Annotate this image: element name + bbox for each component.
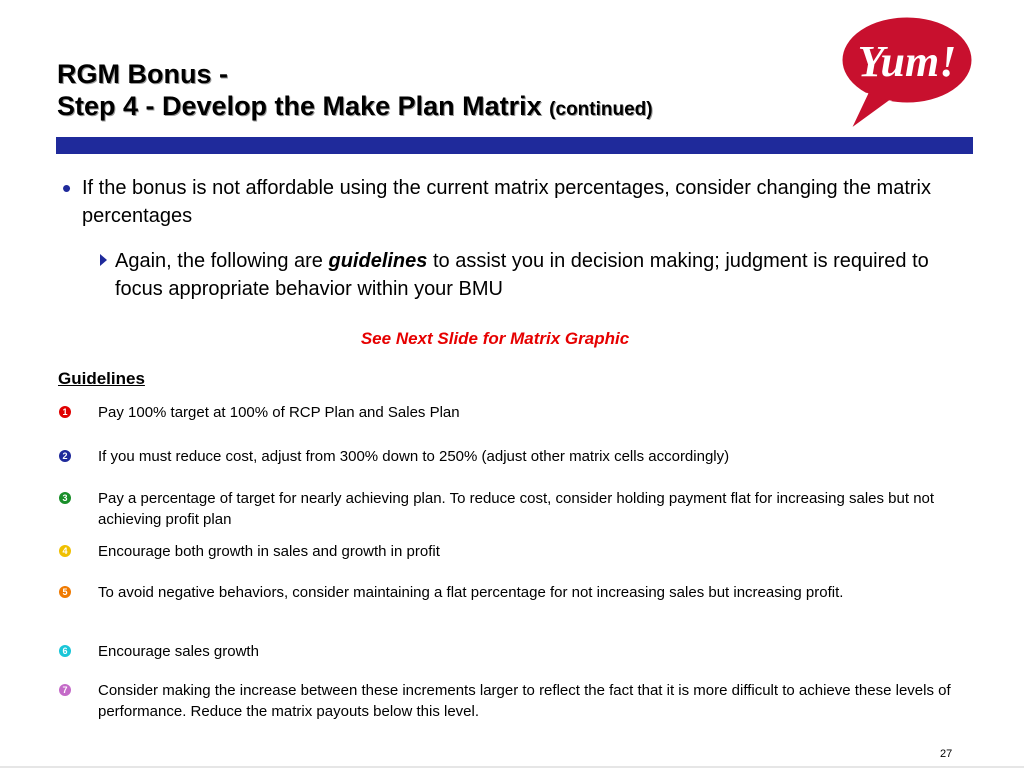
guideline-text: Pay a percentage of target for nearly achieving plan. To reduce cost, consider holding payment flat for increasing sales but not achieving profit plan bbox=[98, 490, 935, 528]
guideline-text: To avoid negative behaviors, consider maintaining a flat percentage for not increasing sales but increasing profit. bbox=[98, 584, 844, 601]
sub-bullet-text bbox=[100, 247, 960, 303]
number-7-icon: 7 bbox=[59, 684, 71, 696]
guideline-text: Consider making the increase between these increments larger to reflect the fact that it is more difficult to achieve these levels of performance. Reduce the matrix payouts below this level. bbox=[98, 682, 951, 720]
guidelines-heading: Guidelines bbox=[58, 369, 145, 388]
guideline-text: If you must reduce cost, adjust from 300% down to 250% (adjust other matrix cells accordingly) bbox=[98, 448, 730, 465]
number-4-icon: 4 bbox=[59, 545, 71, 557]
number-6-icon: 6 bbox=[59, 645, 71, 657]
title-main: Step 4 - Develop the Make Plan Matrix bbox=[57, 91, 542, 121]
guideline-item-2 bbox=[58, 446, 958, 467]
triangle-bullet-icon bbox=[100, 254, 107, 266]
guideline-text: Pay 100% target at 100% of RCP Plan and Sales Plan bbox=[98, 404, 460, 421]
yum-logo bbox=[836, 14, 978, 134]
title-divider-bar bbox=[56, 137, 973, 154]
title-line-1: RGM Bonus - bbox=[57, 59, 228, 89]
guideline-item-7 bbox=[58, 680, 958, 722]
number-3-icon: 3 bbox=[59, 492, 71, 504]
guideline-text: Encourage both growth in sales and growth in profit bbox=[98, 543, 440, 560]
see-next-slide-note: See Next Slide for Matrix Graphic bbox=[360, 329, 630, 348]
sub-bullet-pre: Again, the following are bbox=[115, 250, 323, 272]
bullet-affordability bbox=[62, 174, 962, 230]
sub-bullet-guidelines bbox=[100, 247, 960, 303]
sub-bullet-post: to assist you in decision making; judgment is required to focus appropriate behavior within your BMU bbox=[115, 250, 929, 300]
page-number: 27 bbox=[940, 748, 953, 760]
guideline-item-6 bbox=[58, 641, 958, 662]
guideline-item-5 bbox=[58, 582, 958, 603]
guideline-item-1 bbox=[58, 402, 958, 423]
title-line-2 bbox=[57, 90, 653, 126]
number-2-icon: 2 bbox=[59, 450, 71, 462]
sub-bullet-emphasis: guidelines bbox=[328, 250, 428, 272]
number-1-icon: 1 bbox=[59, 406, 71, 418]
number-5-icon: 5 bbox=[59, 586, 71, 598]
bullet-affordability-text: If the bonus is not affordable using the current matrix percentages, consider changing the matrix percentages bbox=[82, 177, 932, 227]
title-suffix: (continued) bbox=[549, 99, 653, 120]
bullet-dot-icon: • bbox=[62, 173, 72, 203]
logo-text: Yum! bbox=[857, 37, 957, 86]
guideline-item-3 bbox=[58, 488, 958, 530]
guideline-text: Encourage sales growth bbox=[98, 643, 259, 660]
page-title bbox=[57, 58, 653, 126]
guideline-item-4 bbox=[58, 541, 958, 562]
